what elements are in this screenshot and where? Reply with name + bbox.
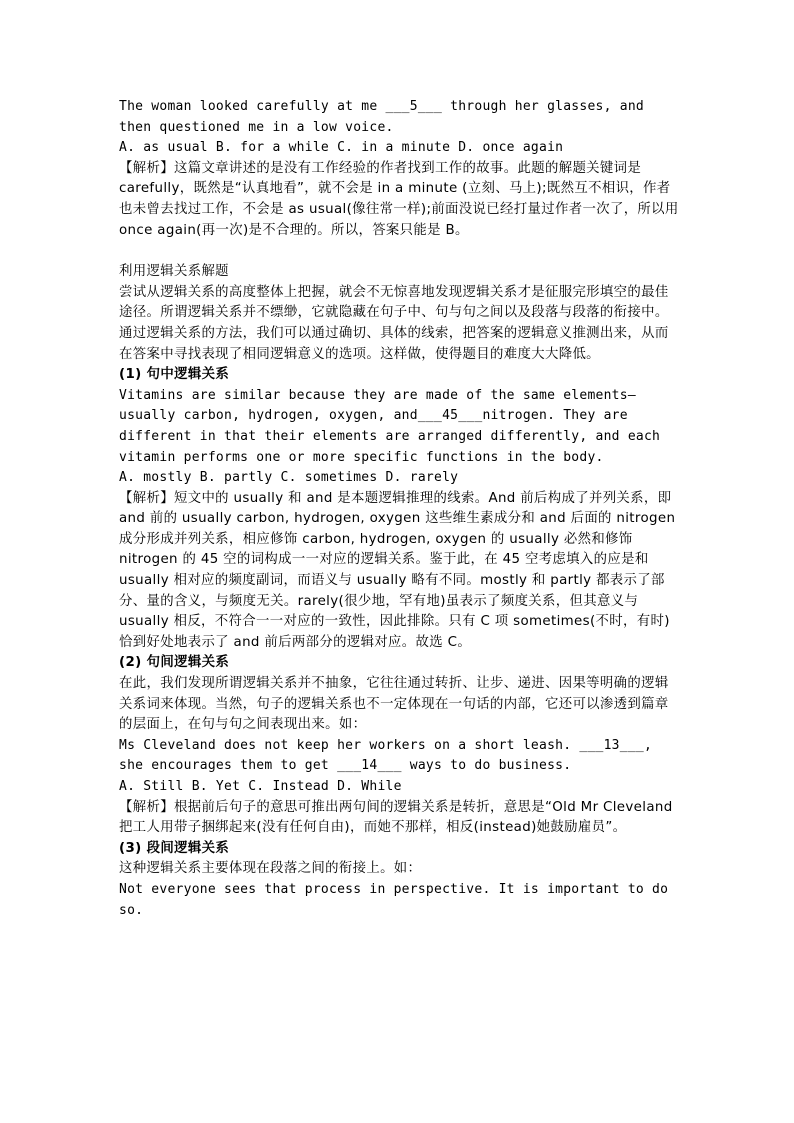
part2-intro: 在此，我们发现所谓逻辑关系并不抽象，它往往通过转折、让步、递进、因果等明确的逻辑关系词来体现。当然，句子的逻辑关系也不一定体现在一句话的内部，它还可以渗透到篇章的层面上，在句与句之间表现出来。如： (119, 676, 669, 733)
part3-heading: (3) 段间逻辑关系 (119, 840, 230, 856)
example1-analysis: 【解析】这篇文章讲述的是没有工作经验的作者找到工作的故事。此题的解题关键词是 carefully，既然是“认真地看”，就不会是 in a minute (立刻、马上);既然互不相识，作者也未曾去找过工作，不会是 as usual(像往常一样);前面没说已经打量过作者一次了，所以用 once again(再一次)是不合理的。所以，答案只能是 B。 (119, 160, 679, 238)
part1-heading: (1) 句中逻辑关系 (119, 367, 230, 383)
part1-analysis: 【解析】短文中的 usually 和 and 是本题逻辑推理的线索。And 前后构成了并列关系，即 and 前的 usually carbon, hydrogen, oxygen 这些维生素成分和 and 后面的 nitrogen 成分形成并列关系，相应修饰 carbon, hydrogen, oxygen 的 usually 必然和修饰 nitrogen 的 45 空的词构成一一对应的逻辑关系。鉴于此，在 45 空考虑填入的应是和 usually 相对应的频度副词，而语义与 usually 略有不同。mostly 和 partly 都表示了部分、量的含义，与频度无关。rarely(很少地，罕有地)虽表示了频度关系，但其意义与 usually 相反，不符合一一对应的一致性，因此排除。只有 C 项 sometimes(不时，有时)恰到好处地表示了 and 前后两部分的逻辑对应。故选 C。 (119, 490, 676, 650)
part2-passage: Ms Cleveland does not keep her workers on a short leash. ___13___, she encourages them to get ___14___ ways to do business. (119, 737, 653, 774)
spacer (119, 241, 679, 262)
part3-intro: 这种逻辑关系主要体现在段落之间的衔接上。如： (119, 861, 422, 877)
part2-analysis: 【解析】根据前后句子的意思可推出两句间的逻辑关系是转折，意思是“Old Mr Cleveland 把工人用带子捆绑起来(没有任何自由)，而她不那样，相反(instead)她鼓励雇员”。 (119, 799, 673, 836)
part1-passage: Vitamins are similar because they are made of the same elements—usually carbon, hydrogen, oxygen, and___45___nitrogen. They are different in that their elements are arranged differently, and each vitamin performs one or more specific functions in the body. (119, 387, 661, 465)
document-body (119, 97, 679, 921)
section-title: 利用逻辑关系解题 (119, 264, 229, 280)
part1-options: A. mostly B. partly C. sometimes D. rarely (119, 470, 459, 486)
part2-options: A. Still B. Yet C. Instead D. While (119, 779, 402, 794)
part3-passage: Not everyone sees that process in perspective. It is important to do so. (119, 881, 669, 918)
part2-heading: (2) 句间逻辑关系 (119, 655, 230, 671)
example1-passage: The woman looked carefully at me ___5___ through her glasses, and then questioned me in a low voice. (119, 99, 644, 135)
section-intro: 尝试从逻辑关系的高度整体上把握，就会不无惊喜地发现逻辑关系才是征服完形填空的最佳途径。所谓逻辑关系并不缥缈，它就隐藏在句子中、句与句之间以及段落与段落的衔接中。通过逻辑关系的方法，我们可以通过确切、具体的线索，把答案的逻辑意义推测出来，从而在答案中寻找表现了相同逻辑意义的选项。这样做，使得题目的难度大大降低。 (119, 284, 669, 362)
example1-options: A. as usual B. for a while C. in a minute D. once again (119, 140, 564, 156)
